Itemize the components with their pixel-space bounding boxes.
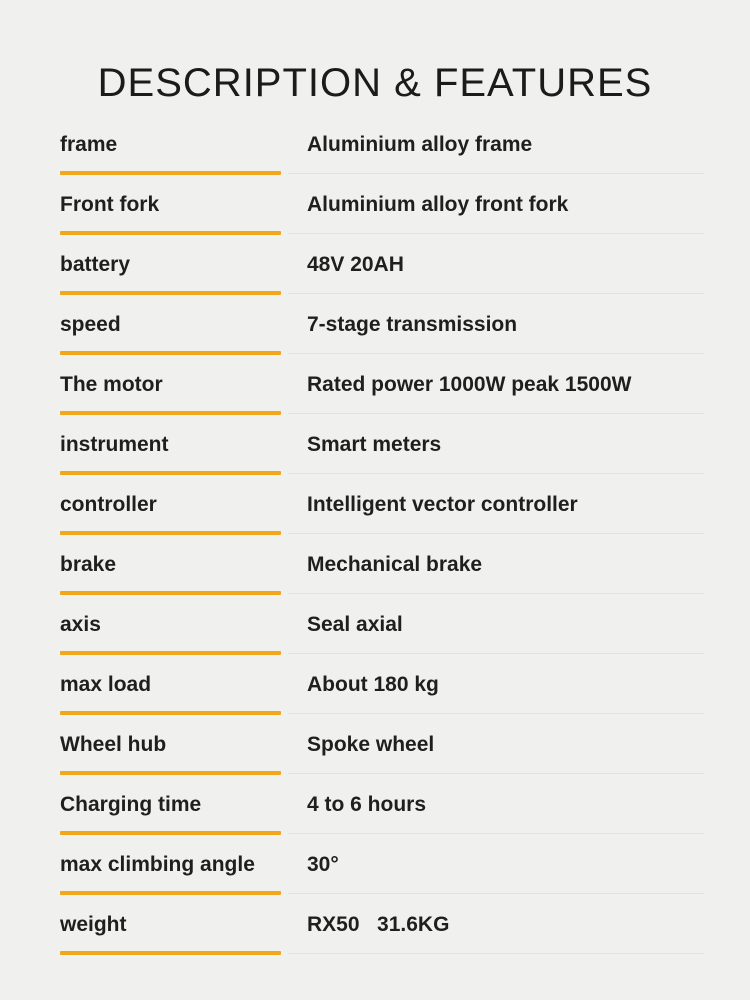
spec-label: brake <box>60 553 117 576</box>
spec-row-controller <box>0 475 750 535</box>
spec-value: Aluminium alloy frame <box>307 133 533 156</box>
spec-value: Rated power 1000W peak 1500W <box>307 373 632 396</box>
row-divider <box>288 713 704 714</box>
spec-row-battery <box>0 235 750 295</box>
spec-value: Seal axial <box>307 613 403 636</box>
row-divider <box>288 593 704 594</box>
spec-label: max load <box>60 673 152 696</box>
spec-value: Aluminium alloy front fork <box>307 193 569 216</box>
spec-label: Front fork <box>60 193 160 216</box>
spec-list <box>0 115 750 955</box>
spec-value: 4 to 6 hours <box>307 793 427 816</box>
row-divider <box>288 473 704 474</box>
page-title: DESCRIPTION & FEATURES <box>97 61 653 105</box>
spec-label: speed <box>60 313 121 336</box>
spec-row-motor <box>0 355 750 415</box>
row-divider <box>288 293 704 294</box>
spec-value: Intelligent vector controller <box>307 493 578 516</box>
spec-row-instrument <box>0 415 750 475</box>
spec-label: max climbing angle <box>60 853 255 876</box>
row-divider <box>288 173 704 174</box>
spec-label: The motor <box>60 373 163 396</box>
spec-row-brake <box>0 535 750 595</box>
accent-underline <box>60 951 281 955</box>
spec-row-axis <box>0 595 750 655</box>
spec-label: instrument <box>60 433 169 456</box>
spec-value: Spoke wheel <box>307 733 435 756</box>
row-divider <box>288 953 704 954</box>
spec-row-weight <box>0 895 750 955</box>
row-divider <box>288 833 704 834</box>
spec-value: 48V 20AH <box>307 253 404 276</box>
row-divider <box>288 413 704 414</box>
spec-row-charging-time <box>0 775 750 835</box>
spec-label: axis <box>60 613 101 636</box>
spec-value: 7-stage transmission <box>307 313 518 336</box>
spec-label: weight <box>60 913 127 936</box>
spec-value: Smart meters <box>307 433 442 456</box>
spec-row-front-fork <box>0 175 750 235</box>
row-divider <box>288 533 704 534</box>
row-divider <box>288 773 704 774</box>
spec-row-max-climbing-angle <box>0 835 750 895</box>
spec-label: frame <box>60 133 118 156</box>
spec-value: 30° <box>307 853 339 876</box>
spec-label: battery <box>60 253 131 276</box>
spec-value: RX50 31.6KG <box>307 913 450 936</box>
spec-value: About 180 kg <box>307 673 439 696</box>
row-divider <box>288 353 704 354</box>
spec-row-speed <box>0 295 750 355</box>
row-divider <box>288 893 704 894</box>
spec-label: Wheel hub <box>60 733 167 756</box>
spec-row-max-load <box>0 655 750 715</box>
row-divider <box>288 233 704 234</box>
row-divider <box>288 653 704 654</box>
spec-value: Mechanical brake <box>307 553 483 576</box>
spec-row-wheel-hub <box>0 715 750 775</box>
spec-label: Charging time <box>60 793 202 816</box>
spec-row-frame <box>0 115 750 175</box>
spec-label: controller <box>60 493 157 516</box>
